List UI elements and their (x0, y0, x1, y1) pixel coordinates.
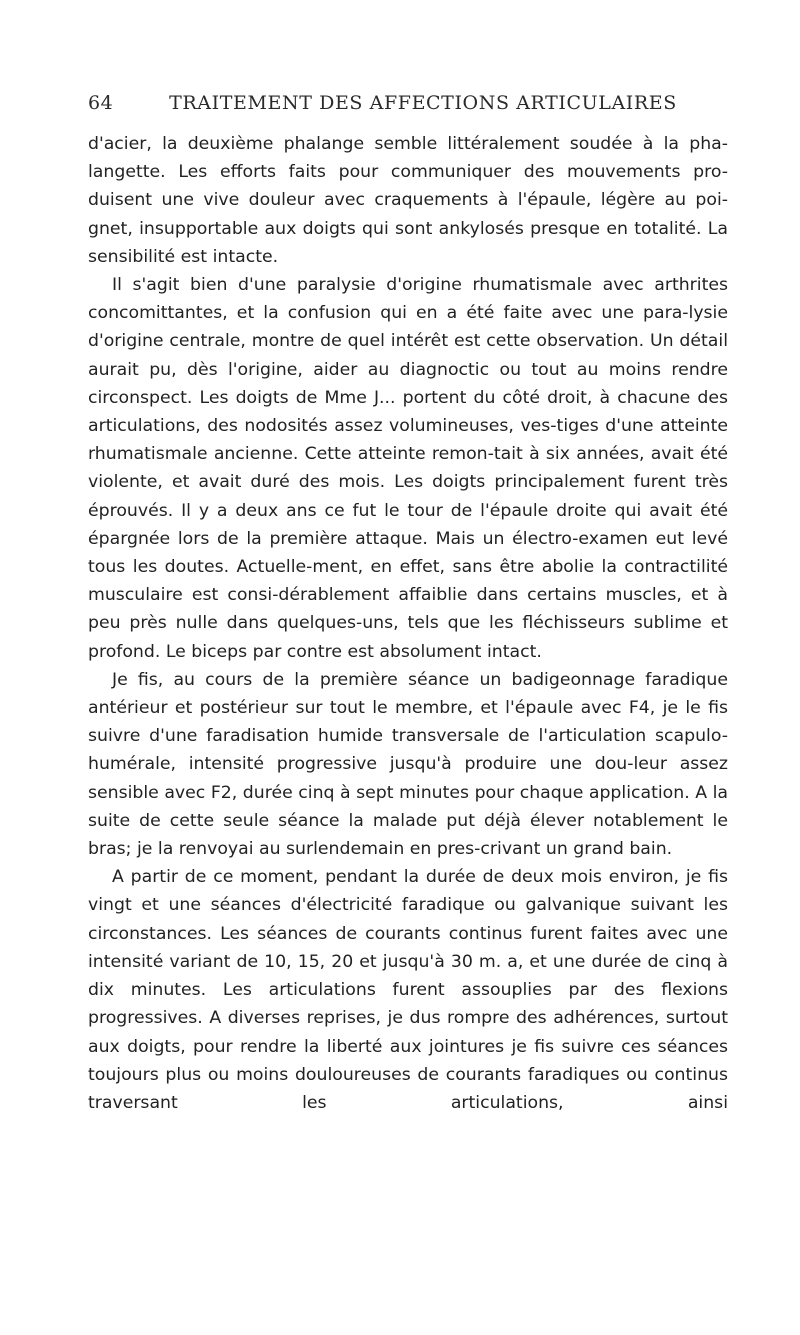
page-number: 64 (88, 92, 114, 114)
paragraph: Il s'agit bien d'une paralysie d'origine rhumatismale avec arthrites concomittantes, et la confusion qui en a été faite avec une para-lysie d'origine centrale, montre de quel intérêt est cette observation. Un détail aurait pu, dès l'origine, aider au diagnoctic ou tout au moins rendre circonspect. Les doigts de Mme J... portent du côté droit, à chacune des articulations, des nodosités assez volumineuses, ves-tiges d'une atteinte rhumatismale ancienne. Cette atteinte remon-tait à six années, avait été violente, et avait duré des mois. Les doigts principalement furent très éprouvés. Il y a deux ans ce fut le tour de l'épaule droite qui avait été épargnée lors de la première attaque. Mais un électro-examen eut levé tous les doutes. Actuelle-ment, en effet, sans être abolie la contractilité musculaire est consi-dérablement affaiblie dans certains muscles, et à peu près nulle dans quelques-uns, tels que les fléchisseurs sublime et profond. Le biceps par contre est absolument intact. (88, 275, 728, 662)
paragraph: A partir de ce moment, pendant la durée de deux mois environ, je fis vingt et une séances d'électricité faradique ou galvanique suivant les circonstances. Les séances de courants continus furent faites avec une intensité variant de 10, 15, 20 et jusqu'à 30 m. a, et une durée de cinq à dix minutes. Les articulations furent assouplies par des flexions progressives. A diverses reprises, je dus rompre des adhérences, surtout aux doigts, pour rendre la liberté aux jointures je fis suivre ces séances toujours plus ou moins douloureuses de courants faradiques ou continus traversant les articulations, ainsi (88, 867, 728, 1113)
page-header (88, 92, 728, 122)
running-title: TRAITEMENT DES AFFECTIONS ARTICULAIRES (169, 92, 677, 114)
body-text (88, 130, 728, 1117)
paragraph: Je fis, au cours de la première séance un badigeonnage faradique antérieur et postérieur sur tout le membre, et l'épaule avec F4, je le fis suivre d'une faradisation humide transversale de l'articulation scapulo-humérale, intensité progressive jusqu'à produire une dou-leur assez sensible avec F2, durée cinq à sept minutes pour chaque application. A la suite de cette seule séance la malade put déjà élever notablement le bras; je la renvoyai au surlendemain en pres-crivant un grand bain. (88, 669, 728, 860)
paragraph: d'acier, la deuxième phalange semble littéralement soudée à la pha-langette. Les efforts faits pour communiquer des mouvements pro-duisent une vive douleur avec craquements à l'épaule, légère au poi-gnet, insupportable aux doigts qui sont ankylosés presque en totalité. La sensibilité est intacte. (88, 134, 728, 267)
